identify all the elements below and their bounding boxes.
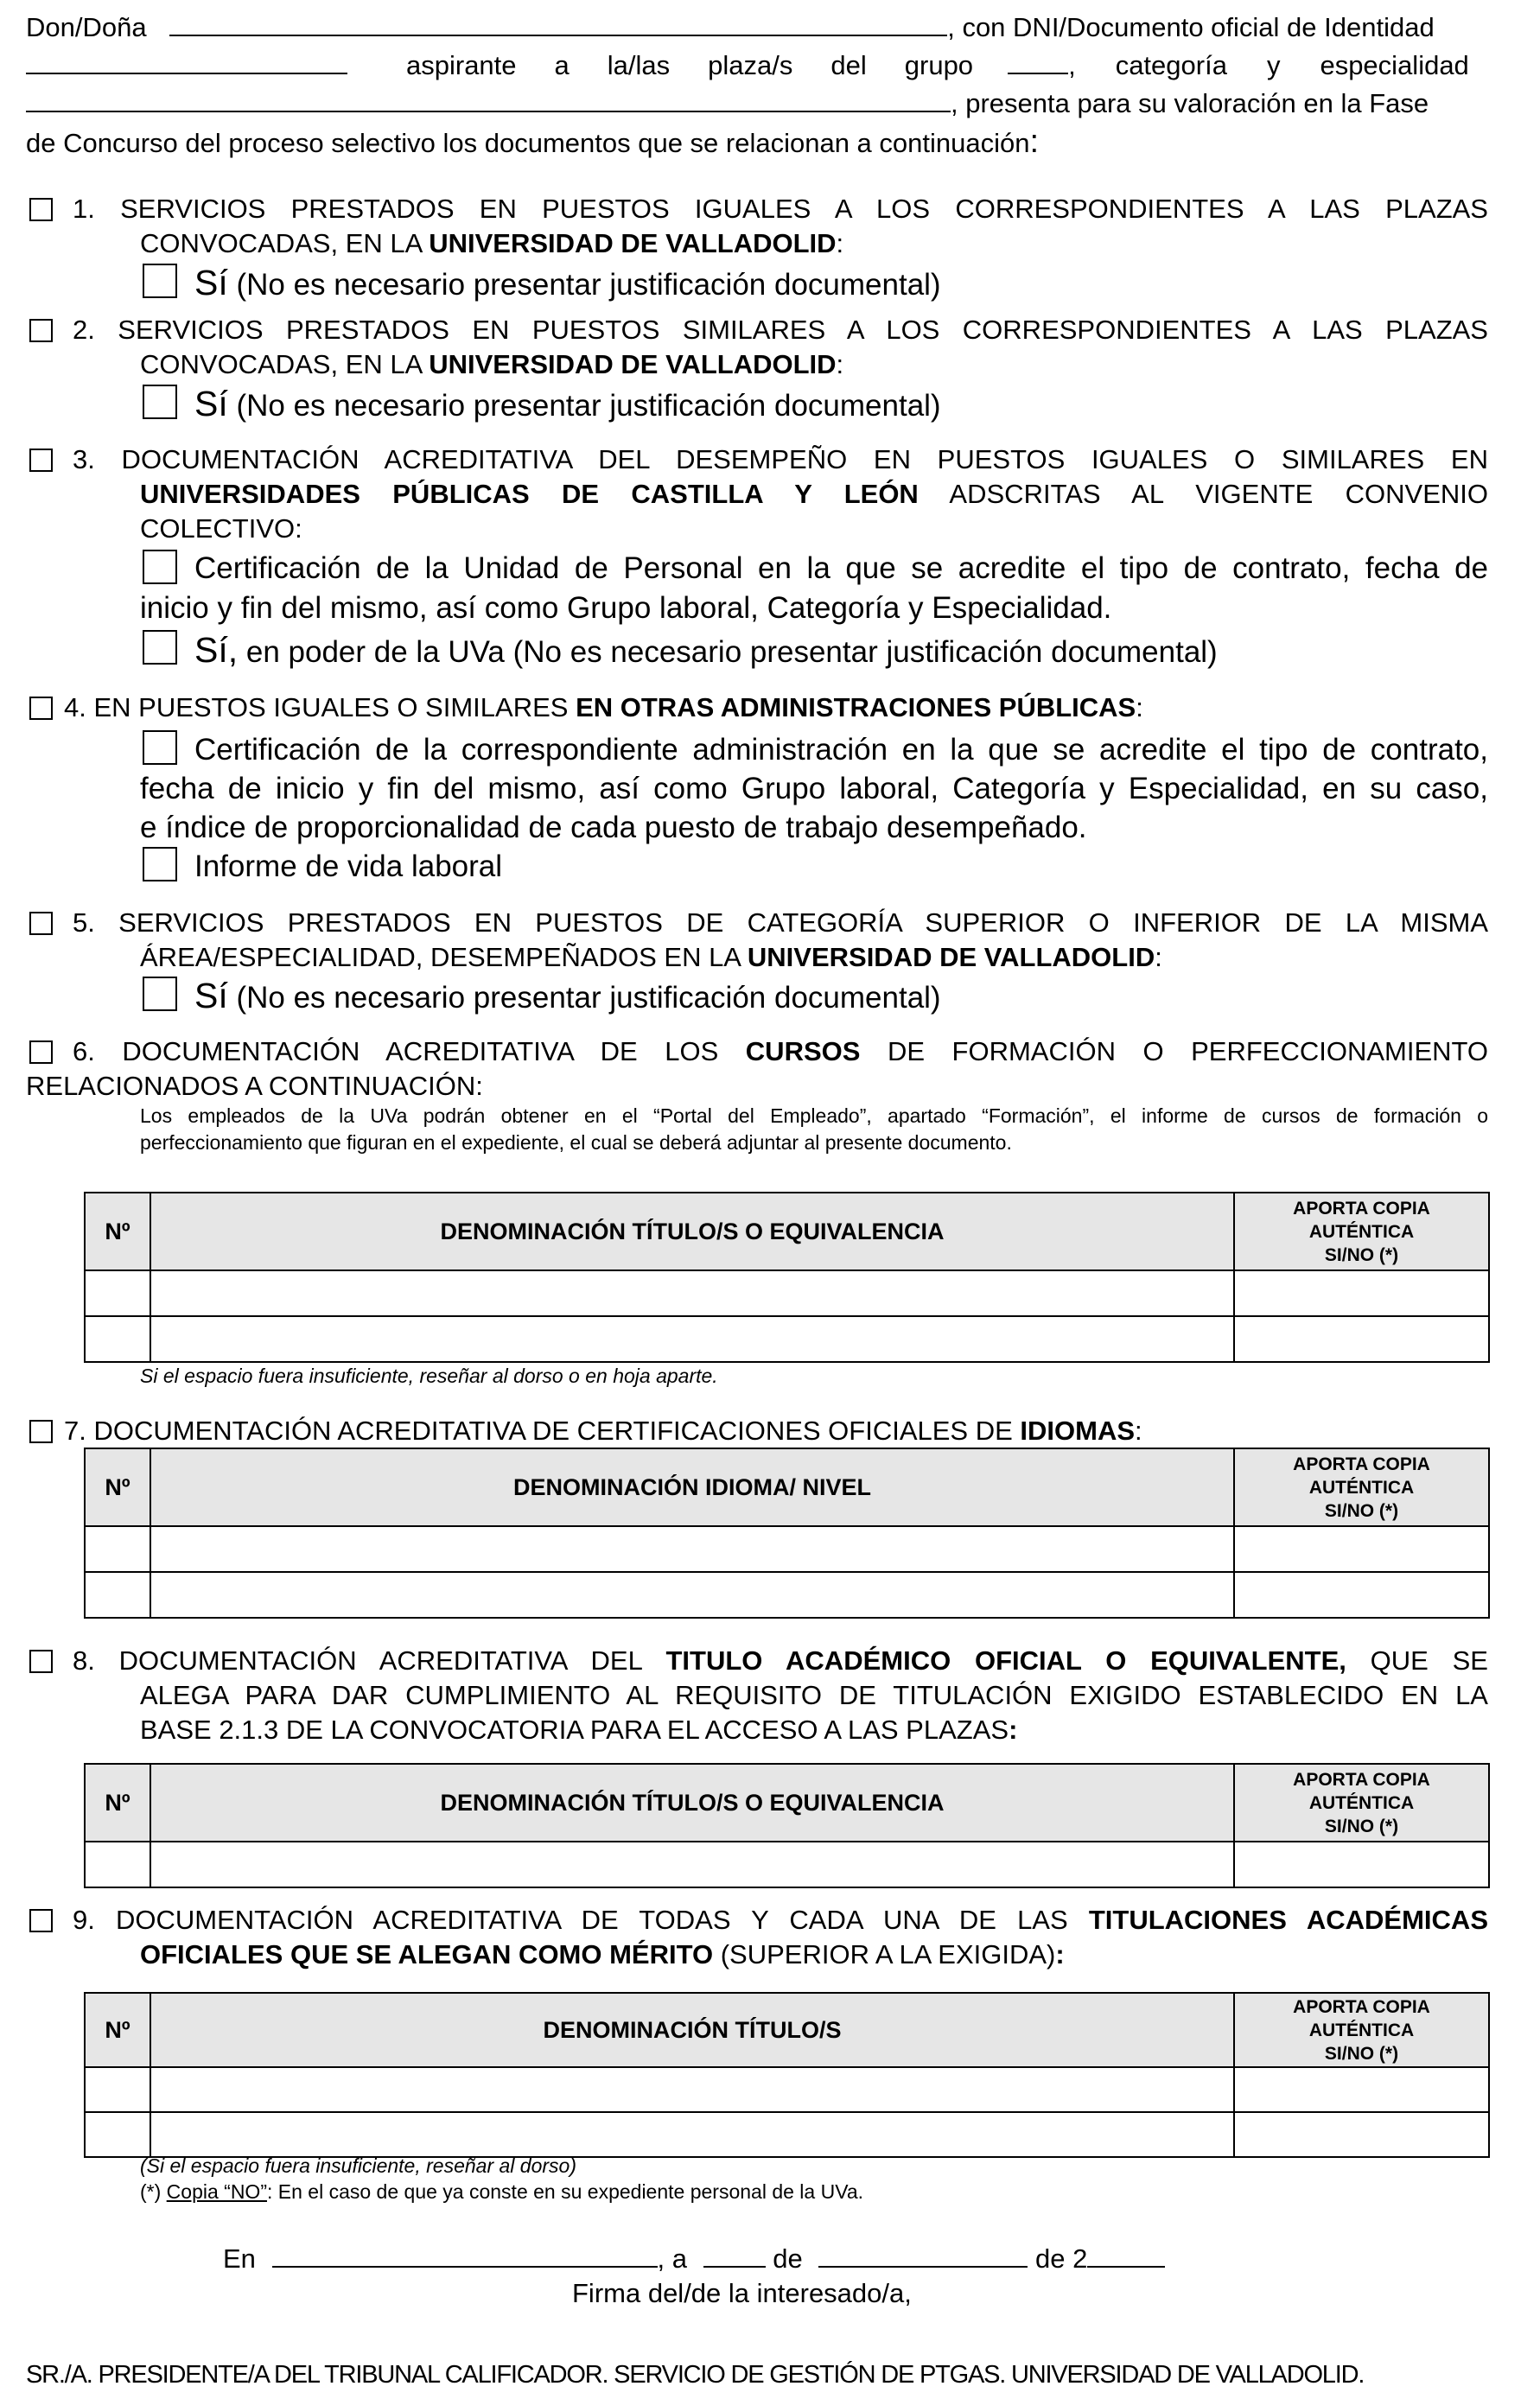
signature-a-label: , a xyxy=(657,2243,688,2274)
col-title-header: DENOMINACIÓN TÍTULO/S xyxy=(150,1993,1234,2067)
section-2-title-b xyxy=(140,347,843,382)
intro-word: especialidad xyxy=(1320,50,1469,80)
section-5-title-b-text: ÁREA/ESPECIALIDAD, DESEMPEÑADOS EN LA xyxy=(140,942,748,972)
section-2-title-b-text: CONVOCADAS, EN LA xyxy=(140,349,430,379)
col-copy-line: APORTA COPIA xyxy=(1293,1769,1430,1790)
section-2-title-a: 2. SERVICIOS PRESTADOS EN PUESTOS SIMILARES A LOS CORRESPONDIENTES A LAS PLAZAS xyxy=(73,315,1488,345)
section-4-title-bold: EN OTRAS ADMINISTRACIONES PÚBLICAS xyxy=(576,692,1136,722)
intro-line-4 xyxy=(26,124,1039,161)
section-2-title-b-bold: UNIVERSIDAD DE VALLADOLID xyxy=(429,349,837,379)
section-8-colon: : xyxy=(1009,1715,1018,1745)
section-7-title-bold: IDIOMAS xyxy=(1020,1416,1136,1446)
section-1-si-label: Sí xyxy=(194,263,228,302)
cell-copy[interactable] xyxy=(1234,1316,1489,1362)
intro-line-3 xyxy=(26,86,1429,121)
section-1-checkbox[interactable] xyxy=(29,198,53,221)
section-9-title-a-bold: TITULACIONES ACADÉMICAS xyxy=(1088,1905,1488,1935)
section-9-title-b-text: (SUPERIOR A LA EXIGIDA) xyxy=(713,1939,1056,1969)
col-copy-line: APORTA COPIA xyxy=(1293,1198,1430,1219)
section-1-si-checkbox[interactable] xyxy=(143,264,177,298)
section-6-title-a-bold: CURSOS xyxy=(745,1036,861,1066)
section-5-si-label: Sí xyxy=(194,976,228,1015)
section-3-checkbox[interactable] xyxy=(29,449,53,472)
section-5-si-option xyxy=(194,976,941,1018)
section-8-title-b: ALEGA PARA DAR CUMPLIMIENTO AL REQUISITO DE TITULACIÓN EXIGIDO ESTABLECIDO EN LA xyxy=(140,1680,1488,1710)
cell-copy[interactable] xyxy=(1234,2067,1489,2112)
section-9-checkbox[interactable] xyxy=(29,1909,53,1932)
intro-presenta-label: , presenta para su valoración en la Fase xyxy=(951,88,1429,118)
intro-line-1 xyxy=(26,10,1435,45)
signature-de-label: de xyxy=(773,2243,803,2274)
section-4-opt2: Informe de vida laboral xyxy=(194,850,503,883)
col-copy-line: APORTA COPIA xyxy=(1293,1996,1430,2017)
section-4-opt1-a: Certificación de la correspondiente administración en la que se acredite el tipo de contrato, xyxy=(194,733,1488,767)
section-5-si-note: (No es necesario presentar justificación documental) xyxy=(227,981,941,1015)
section-4-vida-laboral-checkbox[interactable] xyxy=(143,847,177,881)
intro-word: categoría xyxy=(1115,50,1227,80)
signature-place-date xyxy=(223,2242,1165,2276)
table-row xyxy=(85,1270,1489,1316)
section-9-title-a xyxy=(73,1903,1488,1938)
col-copy-line: SI/NO (*) xyxy=(1324,1816,1399,1836)
section-4-certificacion-checkbox[interactable] xyxy=(143,730,177,765)
table-row xyxy=(85,2112,1489,2157)
col-copy-line: SI/NO (*) xyxy=(1324,2043,1399,2064)
section-3-si-note: en poder de la UVa (No es necesario presentar justificación documental) xyxy=(238,635,1218,669)
table-row xyxy=(85,1316,1489,1362)
section-1-title-b xyxy=(140,226,843,261)
section-7-title-text: 7. DOCUMENTACIÓN ACREDITATIVA DE CERTIFICACIONES OFICIALES DE xyxy=(64,1416,1021,1446)
section-6-title-b: RELACIONADOS A CONTINUACIÓN: xyxy=(26,1071,483,1101)
section-8-checkbox[interactable] xyxy=(29,1650,53,1673)
col-copy-header xyxy=(1234,1193,1489,1270)
section-3-title-b xyxy=(140,477,1488,512)
intro-word: grupo xyxy=(904,50,974,80)
intro-word: a xyxy=(554,50,570,80)
section-4-opt1-b: fecha de inicio y fin del mismo, así como Grupo laboral, Categoría y Especialidad, en su caso, xyxy=(140,772,1488,805)
cell-number[interactable] xyxy=(85,1316,150,1362)
signature-year-label: de 2 xyxy=(1035,2243,1088,2274)
section-4-checkbox[interactable] xyxy=(29,697,53,720)
cell-title[interactable] xyxy=(150,1572,1234,1618)
section-9-title-b-bold: OFICIALES QUE SE ALEGAN COMO MÉRITO xyxy=(140,1939,714,1969)
copy-note-prefix: (*) xyxy=(140,2180,167,2203)
cell-copy[interactable] xyxy=(1234,1842,1489,1887)
col-title-header: DENOMINACIÓN TÍTULO/S O EQUIVALENCIA xyxy=(150,1764,1234,1842)
section-5-si-checkbox[interactable] xyxy=(143,977,177,1011)
section-4-title xyxy=(64,690,1143,725)
section-8-title-c xyxy=(140,1713,1017,1747)
section-7-table xyxy=(84,1448,1490,1619)
col-copy-line: SI/NO (*) xyxy=(1324,1244,1399,1265)
section-2-si-label: Sí xyxy=(194,384,228,423)
cell-copy[interactable] xyxy=(1234,1526,1489,1572)
section-6-footnote: Si el espacio fuera insuficiente, reseñar al dorso o en hoja aparte. xyxy=(140,1365,718,1387)
section-5-checkbox[interactable] xyxy=(29,912,53,935)
cell-copy[interactable] xyxy=(1234,1572,1489,1618)
intro-continuation-text: de Concurso del proceso selectivo los documentos que se relacionan a continuación xyxy=(26,128,1030,158)
cell-number[interactable] xyxy=(85,2112,150,2157)
cell-title[interactable] xyxy=(150,2067,1234,2112)
section-8-title-a-end: QUE SE xyxy=(1346,1645,1488,1676)
intro-don-label: Don/Doña xyxy=(26,12,147,42)
table-row xyxy=(85,2067,1489,2112)
section-6-checkbox[interactable] xyxy=(29,1040,53,1064)
section-2-si-option xyxy=(194,384,941,426)
section-9-colon: : xyxy=(1055,1939,1065,1969)
signature-label: Firma del/de la interesado/a, xyxy=(572,2278,912,2308)
section-3-certificacion-checkbox[interactable] xyxy=(143,550,177,584)
section-1-title-b-bold: UNIVERSIDAD DE VALLADOLID xyxy=(429,228,837,258)
section-6-title-a xyxy=(73,1034,1488,1069)
section-5-title-a: 5. SERVICIOS PRESTADOS EN PUESTOS DE CATEGORÍA SUPERIOR O INFERIOR DE LA MISMA xyxy=(73,907,1488,938)
section-6-title-a-text: 6. DOCUMENTACIÓN ACREDITATIVA DE LOS xyxy=(73,1036,746,1066)
cell-title[interactable] xyxy=(150,1526,1234,1572)
col-copy-header xyxy=(1234,1764,1489,1842)
section-1-title-a: 1. SERVICIOS PRESTADOS EN PUESTOS IGUALES A LOS CORRESPONDIENTES A LAS PLAZAS xyxy=(73,194,1488,224)
section-3-si-option xyxy=(194,630,1218,672)
section-8-table xyxy=(84,1763,1490,1888)
section-4-colon: : xyxy=(1136,692,1143,722)
table-header-row xyxy=(85,1993,1489,2067)
especialidad-field[interactable] xyxy=(26,110,951,112)
col-number-header: Nº xyxy=(85,1764,150,1842)
section-8-title-a-text: 8. DOCUMENTACIÓN ACREDITATIVA DEL xyxy=(73,1645,666,1676)
cell-title[interactable] xyxy=(150,2112,1234,2157)
section-5-title-b xyxy=(140,940,1162,975)
col-title-header: DENOMINACIÓN IDIOMA/ NIVEL xyxy=(150,1448,1234,1526)
place-field[interactable] xyxy=(272,2265,658,2268)
intro-word: plaza/s xyxy=(708,50,793,80)
section-7-colon: : xyxy=(1135,1416,1142,1446)
intro-colon: : xyxy=(1029,124,1040,160)
section-3-si-label: Sí, xyxy=(194,630,239,670)
section-2-si-note: (No es necesario presentar justificación documental) xyxy=(227,389,941,423)
intro-word: aspirante xyxy=(406,50,517,80)
table-header-row xyxy=(85,1764,1489,1842)
section-7-title xyxy=(64,1414,1142,1448)
day-field[interactable] xyxy=(703,2265,766,2268)
col-copy-line: AUTÉNTICA xyxy=(1308,1792,1415,1813)
col-copy-line: AUTÉNTICA xyxy=(1308,1477,1415,1498)
col-copy-header xyxy=(1234,1448,1489,1526)
copy-note-text: : En el caso de que ya conste en su expediente personal de la UVa. xyxy=(266,2180,864,2203)
section-9-title-a-text: 9. DOCUMENTACIÓN ACREDITATIVA DE TODAS Y CADA UNA DE LAS xyxy=(73,1905,1089,1935)
cell-copy[interactable] xyxy=(1234,2112,1489,2157)
section-1-title-b-text: CONVOCADAS, EN LA xyxy=(140,228,430,258)
cell-title[interactable] xyxy=(150,1316,1234,1362)
section-1-si-note: (No es necesario presentar justificación documental) xyxy=(227,268,941,302)
grupo-field[interactable] xyxy=(1008,72,1068,74)
col-copy-header xyxy=(1234,1993,1489,2067)
section-8-title-a-bold: TITULO ACADÉMICO OFICIAL O EQUIVALENTE, xyxy=(665,1645,1346,1676)
section-6-note-b: perfeccionamiento que figuran en el expediente, el cual se deberá adjuntar al presente documento. xyxy=(140,1131,1012,1154)
intro-comma: , xyxy=(1068,50,1076,80)
cell-number[interactable] xyxy=(85,1572,150,1618)
cell-copy[interactable] xyxy=(1234,1270,1489,1316)
section-9-title-b xyxy=(140,1938,1065,1972)
table-row xyxy=(85,1842,1489,1887)
intro-word: y xyxy=(1266,50,1281,80)
table-row xyxy=(85,1526,1489,1572)
section-2-checkbox[interactable] xyxy=(29,319,53,342)
section-3-title-c: COLECTIVO: xyxy=(140,513,302,544)
section-8-title-a xyxy=(73,1644,1488,1678)
section-7-checkbox[interactable] xyxy=(29,1420,53,1443)
section-5-colon: : xyxy=(1155,942,1162,972)
intro-word: la/las xyxy=(607,50,671,80)
name-field[interactable] xyxy=(169,34,947,36)
section-1-colon: : xyxy=(836,228,844,258)
col-number-header: Nº xyxy=(85,1193,150,1270)
footer-addressee: SR./A. PRESIDENTE/A DEL TRIBUNAL CALIFICADOR. SERVICIO DE GESTIÓN DE PTGAS. UNIVERSIDAD DE VALLADOLID. xyxy=(26,2361,1365,2389)
intro-dni-label: , con DNI/Documento oficial de Identidad xyxy=(947,12,1435,42)
col-title-header: DENOMINACIÓN TÍTULO/S O EQUIVALENCIA xyxy=(150,1193,1234,1270)
section-9-table xyxy=(84,1992,1490,2158)
cell-number[interactable] xyxy=(85,1270,150,1316)
section-3-opt1-a: Certificación de la Unidad de Personal en la que se acredite el tipo de contrato, fecha de xyxy=(194,551,1488,585)
year-field[interactable] xyxy=(1087,2265,1165,2268)
section-1-si-option xyxy=(194,263,941,305)
table-row xyxy=(85,1572,1489,1618)
col-copy-line: AUTÉNTICA xyxy=(1308,1221,1415,1242)
copy-note-underlined: Copia “NO” xyxy=(166,2180,267,2203)
cell-number[interactable] xyxy=(85,1526,150,1572)
cell-number[interactable] xyxy=(85,2067,150,2112)
section-6-title-a-end: DE FORMACIÓN O PERFECCIONAMIENTO xyxy=(860,1036,1488,1066)
table-header-row xyxy=(85,1193,1489,1270)
section-3-title-b-bold: UNIVERSIDADES PÚBLICAS DE CASTILLA Y LEÓN xyxy=(140,479,919,509)
section-8-title-c-text: BASE 2.1.3 DE LA CONVOCATORIA PARA EL ACCESO A LAS PLAZAS xyxy=(140,1715,1009,1745)
cell-title[interactable] xyxy=(150,1842,1234,1887)
section-5-title-b-bold: UNIVERSIDAD DE VALLADOLID xyxy=(747,942,1155,972)
col-number-header: Nº xyxy=(85,1993,150,2067)
section-3-title-b-text: ADSCRITAS AL VIGENTE CONVENIO xyxy=(918,479,1488,509)
month-field[interactable] xyxy=(818,2265,1028,2268)
dni-field[interactable] xyxy=(26,72,347,74)
section-6-note-a: Los empleados de la UVa podrán obtener en el “Portal del Empleado”, apartado “Formación”, el informe de cursos de formación o xyxy=(140,1104,1488,1127)
section-3-si-checkbox[interactable] xyxy=(143,630,177,665)
cell-number[interactable] xyxy=(85,1842,150,1887)
cell-title[interactable] xyxy=(150,1270,1234,1316)
intro-line-2 xyxy=(26,48,1486,83)
signature-en-label: En xyxy=(223,2243,256,2274)
col-copy-line: SI/NO (*) xyxy=(1324,1500,1399,1521)
section-2-colon: : xyxy=(836,349,844,379)
copy-note xyxy=(140,2178,863,2205)
section-2-si-checkbox[interactable] xyxy=(143,385,177,419)
section-4-opt1-c: e índice de proporcionalidad de cada puesto de trabajo desempeñado. xyxy=(140,811,1087,844)
section-9-footnote: (Si el espacio fuera insuficiente, reseñar al dorso) xyxy=(140,2154,576,2177)
intro-word: del xyxy=(830,50,867,80)
section-3-title-a: 3. DOCUMENTACIÓN ACREDITATIVA DEL DESEMPEÑO EN PUESTOS IGUALES O SIMILARES EN xyxy=(73,444,1488,474)
col-copy-line: AUTÉNTICA xyxy=(1308,2020,1415,2040)
table-header-row xyxy=(85,1448,1489,1526)
section-6-table xyxy=(84,1192,1490,1363)
col-copy-line: APORTA COPIA xyxy=(1293,1454,1430,1474)
col-number-header: Nº xyxy=(85,1448,150,1526)
section-3-opt1-b: inicio y fin del mismo, así como Grupo laboral, Categoría y Especialidad. xyxy=(140,591,1112,625)
section-4-title-text: 4. EN PUESTOS IGUALES O SIMILARES xyxy=(64,692,576,722)
